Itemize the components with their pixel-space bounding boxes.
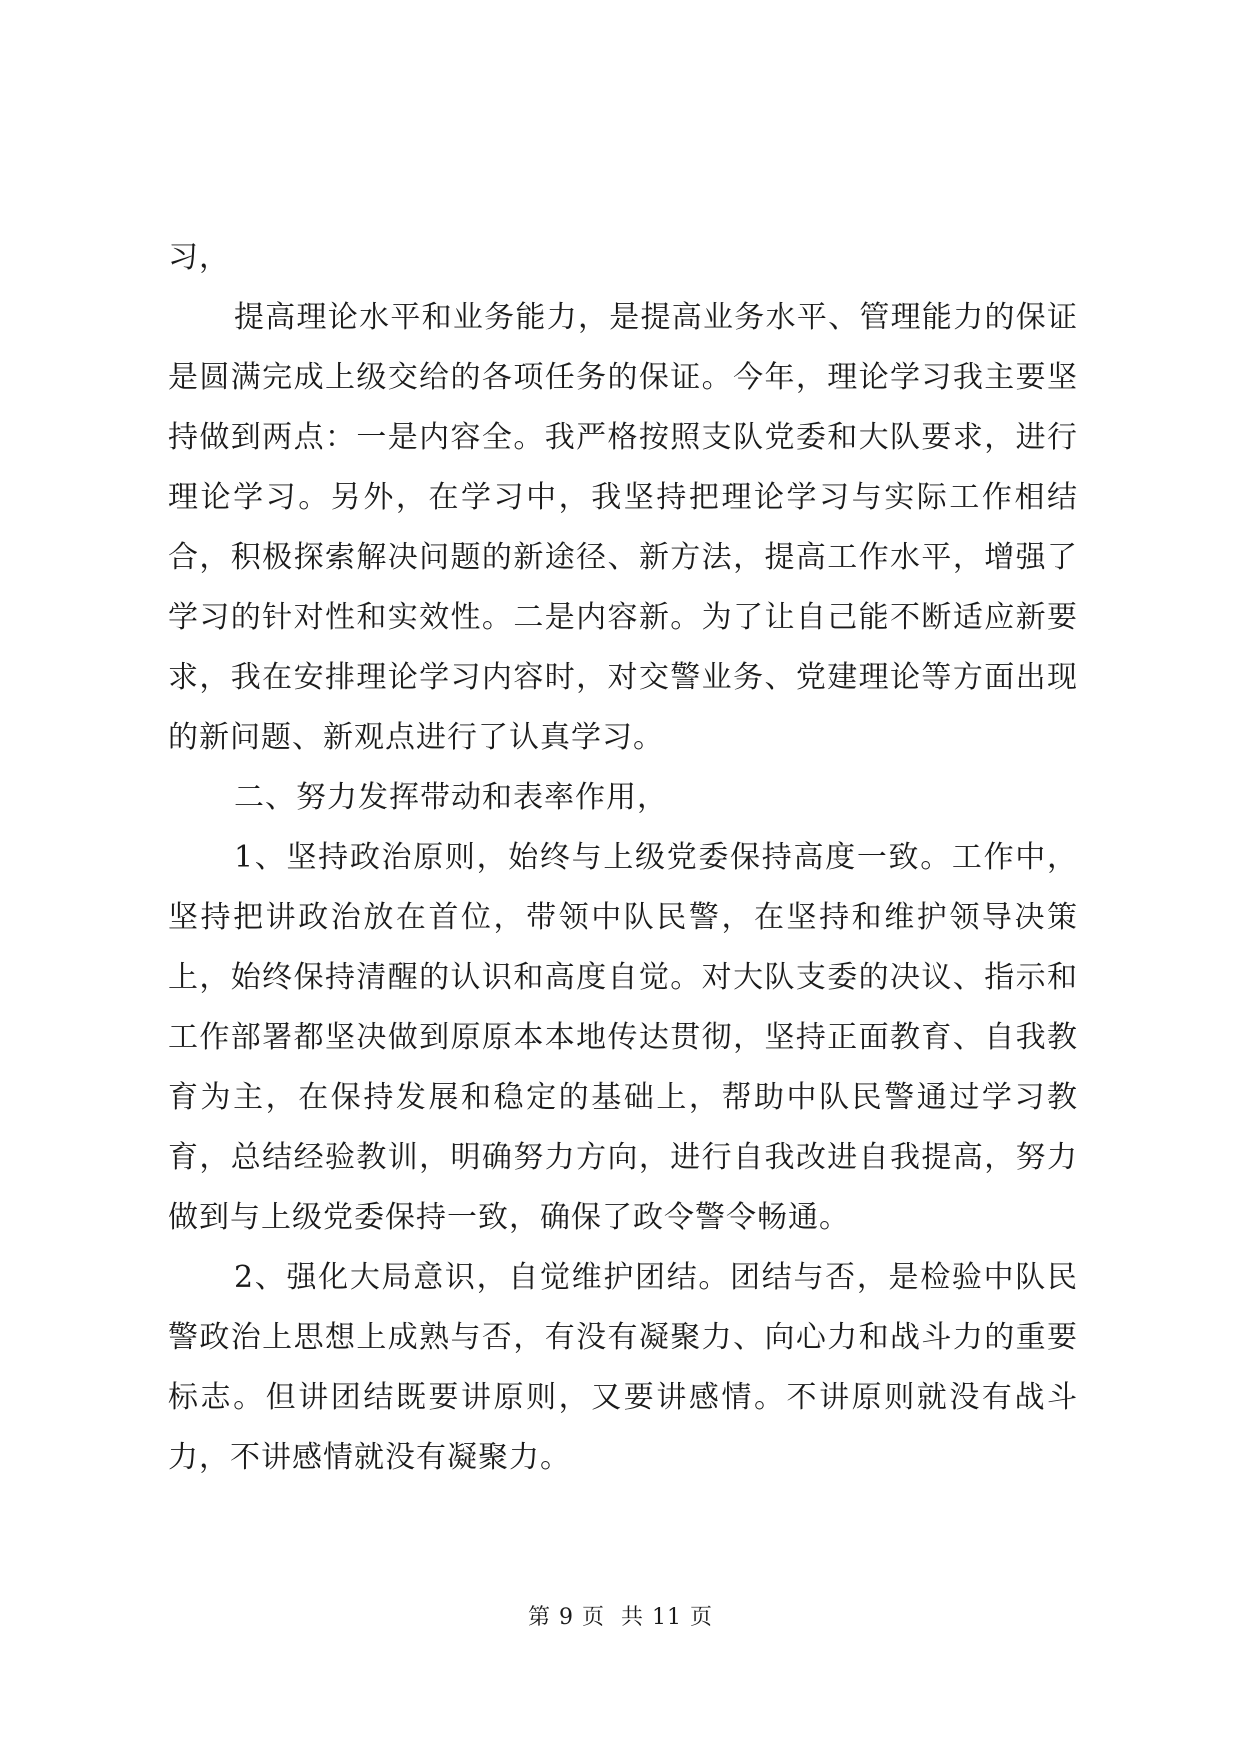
- paragraph-2: 提高理论水平和业务能力，是提高业务水平、管理能力的保证是圆满完成上级交给的各项任务的保证。今年，理论学习我主要坚持做到两点：一是内容全。我严格按照支队党委和大队要求，进行理论学习。另外，在学习中，我坚持把理论学习与实际工作相结合，积极探索解决问题的新途径、新方法，提高工作水平，增强了学习的针对性和实效性。二是内容新。为了让自己能不断适应新要求，我在安排理论学习内容时，对交警业务、党建理论等方面出现的新问题、新观点进行了认真学习。: [168, 300, 1078, 755]
- page-number-footer: 第 9 页 共 11 页: [528, 1605, 713, 1630]
- document-body: [168, 228, 1078, 1488]
- paragraph-3-section-heading: 二、努力发挥带动和表率作用，: [234, 780, 668, 815]
- paragraph-5: 2、强化大局意识，自觉维护团结。团结与否，是检验中队民警政治上思想上成熟与否，有没有凝聚力、向心力和战斗力的重要标志。但讲团结既要讲原则，又要讲感情。不讲原则就没有战斗力，不讲感情就没有凝聚力。: [168, 1260, 1078, 1475]
- paragraph-4: 1、坚持政治原则，始终与上级党委保持高度一致。工作中，坚持把讲政治放在首位，带领中队民警，在坚持和维护领导决策上，始终保持清醒的认识和高度自觉。对大队支委的决议、指示和工作部署都坚决做到原原本本地传达贯彻，坚持正面教育、自我教育为主，在保持发展和稳定的基础上，帮助中队民警通过学习教育，总结经验教训，明确努力方向，进行自我改进自我提高，努力做到与上级党委保持一致，确保了政令警令畅通。: [168, 840, 1078, 1235]
- paragraph-1: 习，: [168, 240, 230, 275]
